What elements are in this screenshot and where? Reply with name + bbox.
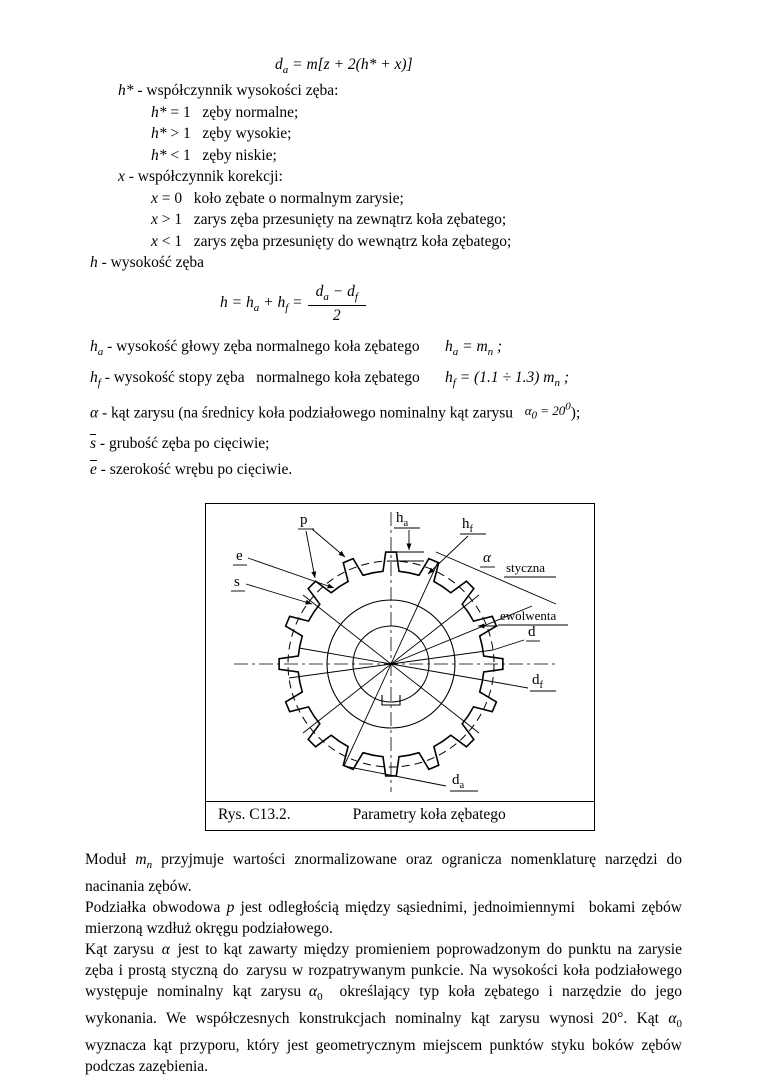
- def-symbol: x: [151, 189, 158, 207]
- paragraph-podzialka: Podziałka obwodowa p jest odległością między sąsiednimi, jednoimiennymi bokami zębów mierzoną wzdłuż okręgu podziałowego.: [85, 898, 682, 937]
- def-h: [90, 252, 682, 274]
- formula-da-rest: = m[z + 2(h* + x)]: [288, 56, 413, 73]
- def-alpha: [90, 396, 682, 431]
- hf-leader: [428, 536, 468, 574]
- def-x-head: [118, 166, 682, 188]
- label-ewolwenta: ewolwenta: [500, 607, 557, 623]
- def-text: = 0 koło zębate o normalnym zarysie;: [161, 189, 404, 207]
- def-symbol: α: [90, 404, 99, 422]
- def-text: > 1 zarys zęba przesunięty na zewnątrz koła zębatego;: [161, 211, 507, 229]
- def-text: - kąt zarysu (na średnicy koła podziałowego nominalny kąt zarysu: [102, 404, 521, 422]
- def-x-zero: [151, 188, 682, 210]
- def-text: - wysokość głowy zęba normalnego koła zębatego: [107, 337, 420, 355]
- def-text: < 1 zarys zęba przesunięty do wewnątrz koła zębatego;: [161, 232, 512, 250]
- def-hstar-head: [118, 80, 682, 102]
- def-hstar-low: [151, 145, 682, 167]
- def-text: > 1 zęby wysokie;: [170, 125, 292, 143]
- def-text: - szerokość wrębu po cięciwie.: [100, 460, 293, 478]
- def-s: [90, 431, 682, 457]
- def-symbol: x: [151, 211, 158, 229]
- p-leader: [306, 531, 315, 578]
- def-text: - wysokość stopy zęba normalnego koła zębatego: [104, 368, 420, 386]
- label-styczna: styczna: [506, 559, 545, 575]
- def-hf-formula: $h_f = (1.1 \div 1.3)$ $m_n$ ;: [445, 368, 569, 389]
- def-x-lt: [151, 231, 682, 253]
- label-e: e: [236, 547, 243, 564]
- def-symbol: h: [90, 254, 98, 272]
- figure-gear: [205, 503, 595, 831]
- def-ha: [90, 334, 682, 365]
- paragraph-modul: Moduł $m_n$ przyjmuje wartości znormalizowane oraz ogranicza nomenklaturę narzędzi do nacinania zębów.: [85, 850, 683, 895]
- def-text: - grubość zęba po cięciwie;: [99, 434, 270, 452]
- def-symbol: h*: [151, 103, 167, 121]
- d-leader: [493, 640, 524, 650]
- def-hstar-high: [151, 123, 682, 145]
- label-ha: $h_a$: [396, 509, 409, 529]
- formula-da-base: d: [275, 56, 283, 73]
- def-ha-formula: $h_a = m_n$ ;: [445, 337, 503, 358]
- figure-caption-text: Parametry koła zębatego: [352, 805, 506, 823]
- fraction-denominator: 2: [332, 306, 341, 324]
- df-leader: [483, 680, 528, 688]
- label-alpha: α: [483, 549, 491, 566]
- fraction: [308, 283, 366, 325]
- formula-da-sub: a: [282, 64, 289, 77]
- def-symbol: h*: [151, 125, 167, 143]
- label-hf: $h_f$: [462, 515, 473, 535]
- def-symbol: $h_f$: [90, 368, 101, 389]
- figure-caption: [206, 801, 594, 830]
- def-text: - współczynnik wysokości zęba:: [137, 82, 339, 100]
- fraction-numerator: $d_a - d_f$: [308, 283, 366, 306]
- def-text: < 1 zęby niskie;: [170, 146, 277, 164]
- def-symbol: $\overline{e}$: [90, 460, 97, 478]
- label-p: p: [300, 511, 308, 528]
- def-symbol: x: [151, 232, 158, 250]
- formula-h-lhs: $h = h_a + h_f$ =: [220, 293, 303, 314]
- def-text: - wysokość zęba: [101, 254, 205, 272]
- body-paragraphs: [85, 849, 682, 1075]
- def-text: - współczynnik korekcji:: [128, 168, 283, 186]
- formula-da: [275, 56, 682, 76]
- def-e: [90, 457, 682, 483]
- formula-h: [220, 280, 682, 328]
- def-x-gt: [151, 209, 682, 231]
- paragraph-kat-zarysu: Kąt zarysu α jest to kąt zawarty między promieniem poprowadzonym do punktu na zarysie zęba i prostą styczną do zarysu w rozpatrywanym punkcie. Na wysokości koła podziałowego występuje nominalny kąt zarysu $\alpha_0$ określający typ koła zębatego i narzędzie do jego wykonania. We współczesnych konstrukcjach nominalny kąt zarysu wynosi 20°. Kąt $\alpha_0$ wyznacza kąt przyporu, który jest geometrycznym miejscem punktów styku boków zębów podczas zazębienia.: [85, 940, 682, 1075]
- p-leader: [312, 529, 345, 557]
- def-alpha-close: );: [570, 404, 581, 422]
- label-df: $d_f$: [532, 671, 543, 691]
- def-symbol: $\overline{s}$: [90, 434, 97, 452]
- def-alpha-formula: $\alpha_0 = 20^0$: [524, 400, 571, 422]
- label-da: $d_a$: [452, 771, 465, 791]
- def-hstar-normal: [151, 102, 682, 124]
- def-symbol: x: [118, 168, 125, 186]
- gear-diagram: [206, 504, 592, 796]
- def-symbol: h*: [118, 82, 134, 100]
- label-s: s: [234, 573, 240, 590]
- def-symbol: h*: [151, 146, 167, 164]
- s-leader: [246, 584, 312, 604]
- e-leader: [248, 558, 334, 588]
- gear-drawing: [206, 504, 594, 801]
- label-d: d: [528, 623, 536, 640]
- def-text: = 1 zęby normalne;: [170, 103, 299, 121]
- def-hf: [90, 365, 682, 396]
- def-symbol: $h_a$: [90, 337, 104, 358]
- figure-caption-id: Rys. C13.2.: [218, 805, 291, 823]
